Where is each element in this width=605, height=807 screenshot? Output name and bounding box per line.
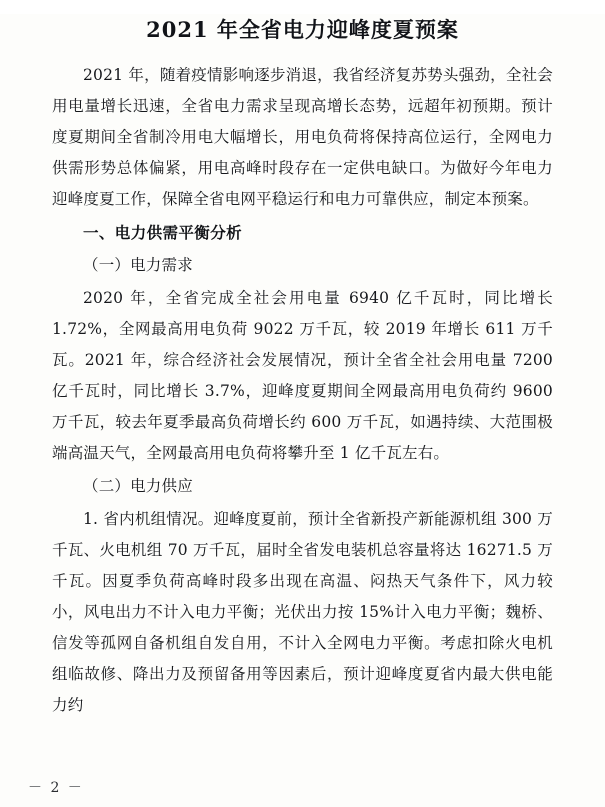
- document-body: [52, 60, 553, 721]
- paragraph-demand: 2020 年，全省完成全社会用电量 6940 亿千瓦时，同比增长 1.72%，全网最高用电负荷 9022 万千瓦，较 2019 年增长 611 万千瓦。2021 年，综合经济社会发展情况，预计全省全社会用电量 7200 亿千瓦时，同比增长 3.7%，迎峰度夏期间全网最高用电负荷约 9600 万千瓦，较去年夏季最高负荷增长约 600 万千瓦，如遇持续、大范围极端高温天气，全网最高用电负荷将攀升至 1 亿千瓦左右。: [52, 289, 553, 462]
- subsection-heading-demand: （一）电力需求: [83, 256, 193, 274]
- paragraph-supply: 1. 省内机组情况。迎峰度夏前，预计全省新投产新能源机组 300 万千瓦、火电机组 70 万千瓦，届时全省发电装机总容量将达 16271.5 万千瓦。因夏季负荷高峰时段多出现在高温、闷热天气条件下，风力较小，风电出力不计入电力平衡；光伏出力按 15%计入电力平衡；魏桥、信发等孤网自备机组自发自用，不计入全网电力平衡。考虑扣除火电机组临故修、降出力及预留备用等因素后，预计迎峰度夏省内最大供电能力约: [52, 510, 553, 714]
- subsection-heading-supply: （二）电力供应: [83, 477, 193, 495]
- section-heading-one: 一、电力供需平衡分析: [83, 223, 243, 242]
- paragraph-intro: 2021 年，随着疫情影响逐步消退，我省经济复苏势头强劲，全社会用电量增长迅速，全省电力需求呈现高增长态势，远超年初预期。预计度夏期间全省制冷用电大幅增长，用电负荷将保持高位运行，全网电力供需形势总体偏紧，用电高峰时段存在一定供电缺口。为做好今年电力迎峰度夏工作，保障全省电网平稳运行和电力可靠供应，制定本预案。: [52, 66, 553, 208]
- document-page: [0, 14, 605, 807]
- page-title: 2021 年全省电力迎峰度夏预案: [146, 17, 459, 42]
- page-number: － 2 －: [28, 780, 84, 796]
